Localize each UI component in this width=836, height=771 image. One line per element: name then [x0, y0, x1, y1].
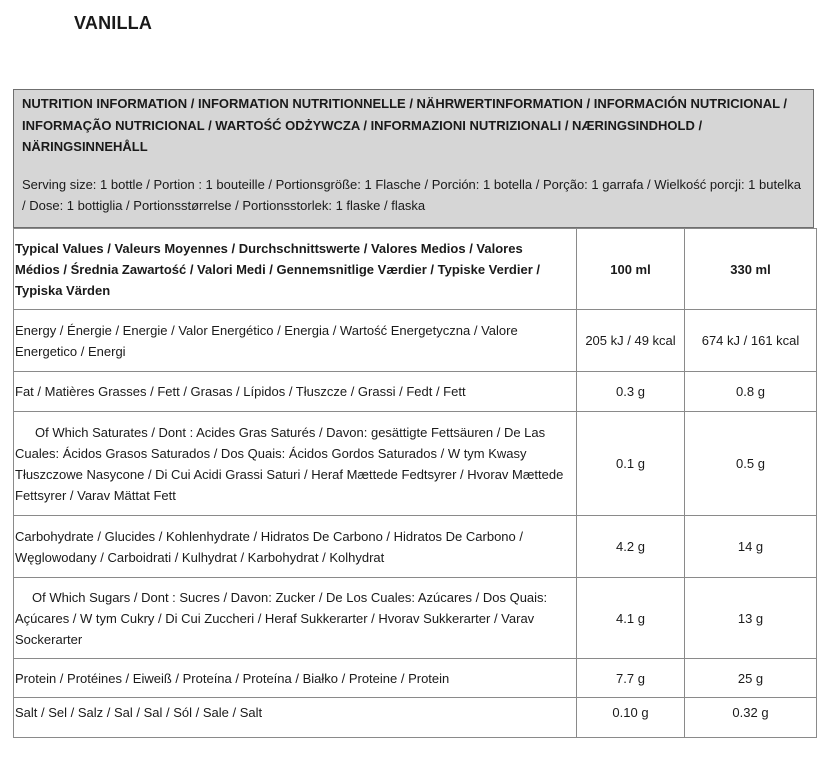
table-row-salt [14, 698, 817, 738]
value-100ml: 0.10 g [577, 698, 685, 738]
row-label: Of Which Saturates / Dont : Acides Gras Saturés / Davon: gesättigte Fettsäuren / De Las Cuales: Ácidos Grasos Saturados / Dos Quais: Ácidos Gordos Saturados / W tym Kwasy Tłuszczowe Nasycone / Di Cui Acidi Grassi Saturi / Heraf Mættede Fedtsyrer / Hvorav Mættede Fettsyrer / Varav Mättat Fett [15, 424, 564, 503]
value-100ml: 0.3 g [577, 372, 685, 412]
value-330ml: 25 g [685, 659, 817, 698]
nutrition-header [13, 89, 814, 228]
row-label: Carbohydrate / Glucides / Kohlenhydrate / Hidratos De Carbono / Hidratos De Carbono / Węglowodany / Carboidrati / Kulhydrat / Karbohydrat / Kolhydrat [14, 516, 577, 578]
value-330ml: 0.5 g [685, 412, 817, 516]
table-row-carbohydrate [14, 516, 817, 578]
value-100ml: 4.1 g [577, 578, 685, 659]
row-label: Energy / Énergie / Energie / Valor Energético / Energia / Wartość Energetyczna / Valore Energetico / Energi [14, 310, 577, 372]
row-label: Fat / Matières Grasses / Fett / Grasas / Lípidos / Tłuszcze / Grassi / Fedt / Fett [14, 372, 577, 412]
nutrition-table [13, 228, 817, 738]
table-row-protein [14, 659, 817, 698]
serving-size: Serving size: 1 bottle / Portion : 1 bouteille / Portionsgröße: 1 Flasche / Porción: 1 botella / Porção: 1 garrafa / Wielkość porcji: 1 butelka / Dose: 1 bottiglia / Portionsstørrelse / Portionsstorlek: 1 flaske / flaska [22, 176, 801, 213]
product-title: VANILLA [74, 13, 153, 33]
value-330ml: 0.8 g [685, 372, 817, 412]
value-100ml: 7.7 g [577, 659, 685, 698]
table-header-row [14, 229, 817, 310]
value-100ml: 0.1 g [577, 412, 685, 516]
col-100ml-header: 100 ml [577, 229, 685, 310]
table-row-fat [14, 372, 817, 412]
value-330ml: 674 kJ / 161 kcal [685, 310, 817, 372]
value-100ml: 4.2 g [577, 516, 685, 578]
nutrition-title: NUTRITION INFORMATION / INFORMATION NUTRITIONNELLE / NÄHRWERTINFORMATION / INFORMACIÓN NUTRICIONAL / INFORMAÇÃO NUTRICIONAL / WARTOŚĆ ODŻYWCZA / INFORMAZIONI NUTRIZIONALI / NÆRINGSINDHOLD / NÄRINGSINNEHÅLL [22, 96, 788, 154]
value-100ml: 205 kJ / 49 kcal [577, 310, 685, 372]
typical-values-header: Typical Values / Valeurs Moyennes / Durchschnittswerte / Valores Medios / Valores Médios / Średnia Zawartość / Valori Medi / Gennemsnitlige Værdier / Typiske Verdier / Typiska Värden [14, 229, 577, 310]
value-330ml: 0.32 g [685, 698, 817, 738]
table-row-sugars [14, 578, 817, 659]
table-row-energy [14, 310, 817, 372]
table-row-saturates [14, 412, 817, 516]
col-330ml-header: 330 ml [685, 229, 817, 310]
value-330ml: 13 g [685, 578, 817, 659]
value-330ml: 14 g [685, 516, 817, 578]
row-label: Protein / Protéines / Eiweiß / Proteína / Proteína / Białko / Proteine / Protein [14, 659, 577, 698]
row-label: Salt / Sel / Salz / Sal / Sal / Sól / Sale / Salt [14, 698, 577, 738]
row-label: Of Which Sugars / Dont : Sucres / Davon: Zucker / De Los Cuales: Azúcares / Dos Quais: Açúcares / W tym Cukry / Di Cui Zuccheri / Heraf Sukkerarter / Hvorav Sukkerarter / Varav Sockerarter [15, 589, 548, 647]
